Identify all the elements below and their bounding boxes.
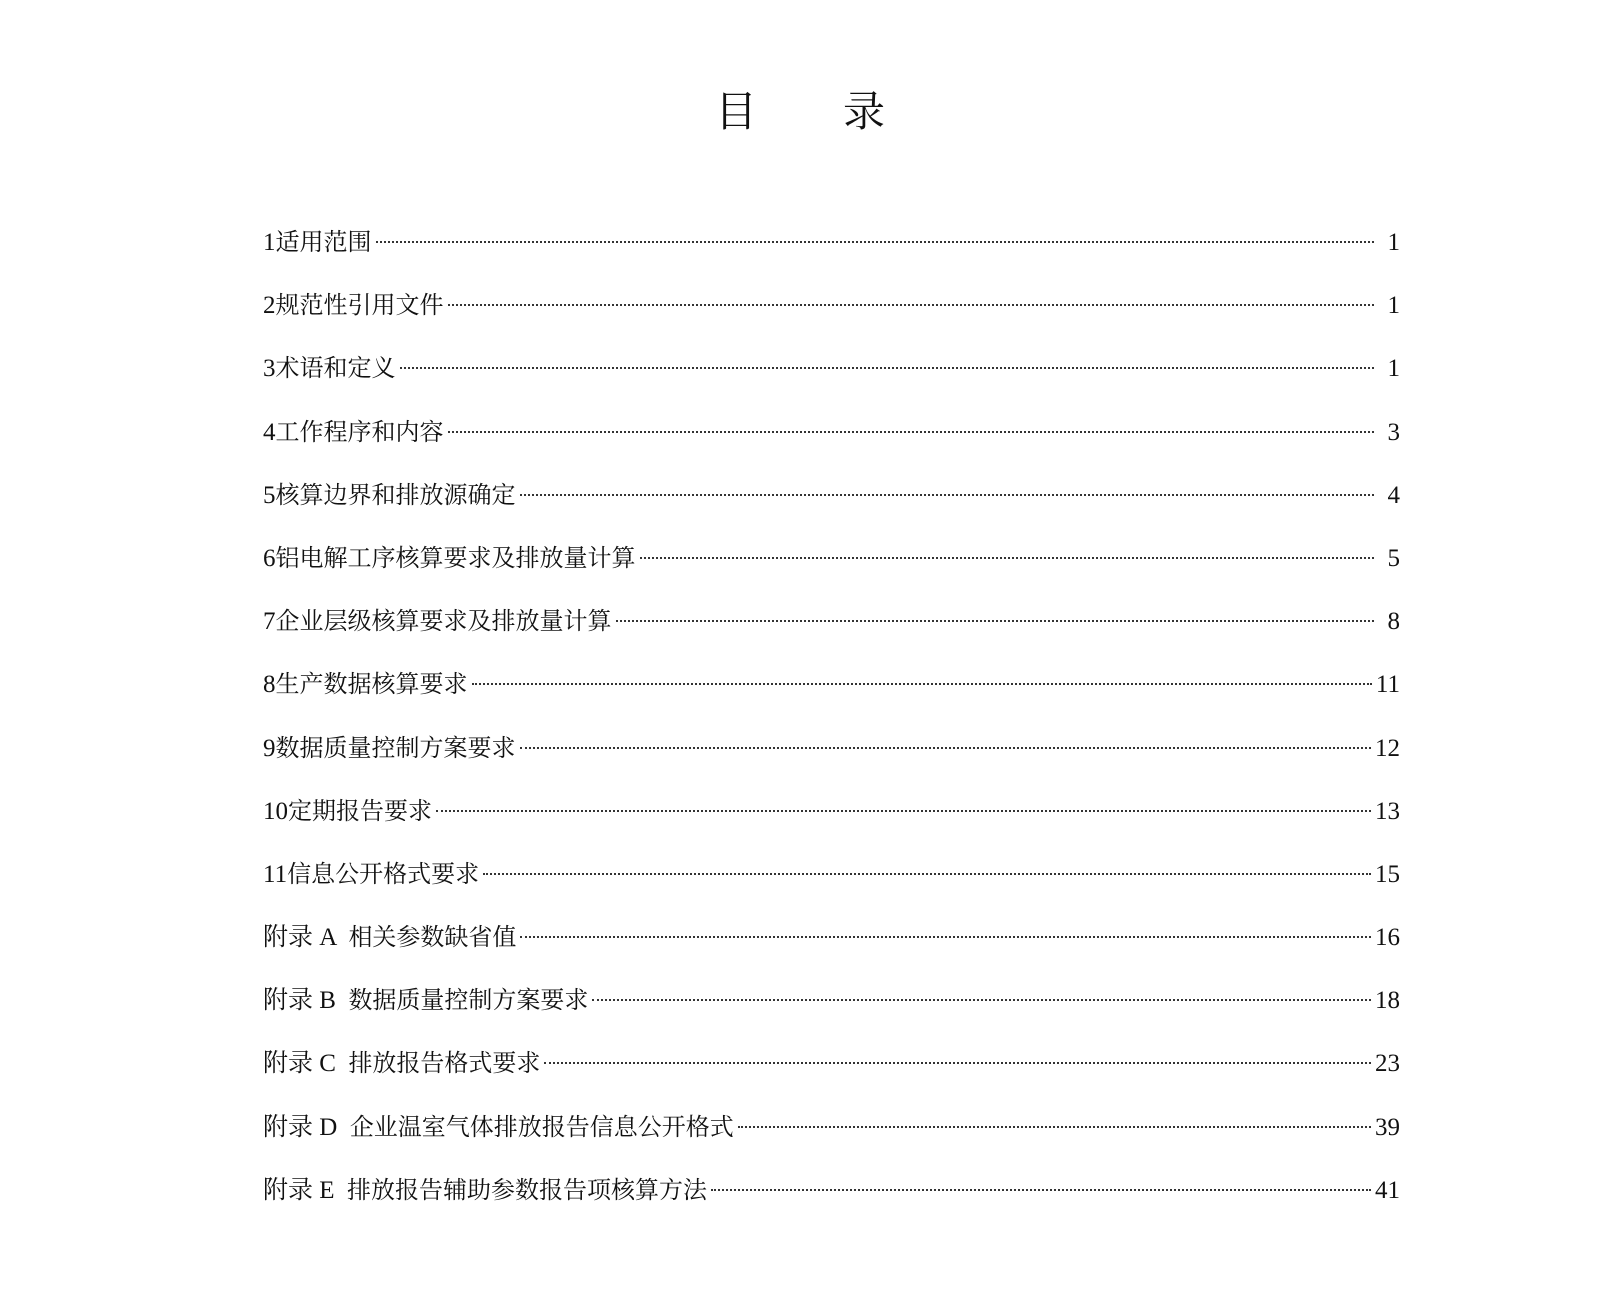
toc-entry-label: 规范性引用文件 (275, 291, 444, 320)
toc-entry-number: 6 (263, 544, 276, 572)
toc-entry-page: 13 (1375, 797, 1400, 825)
toc-entry-page: 1 (1387, 292, 1400, 320)
toc-entry-number: 7 (263, 608, 276, 636)
dot-leader (520, 747, 1372, 749)
dot-leader (400, 367, 1375, 369)
toc-entry-label: 术语和定义 (275, 354, 396, 383)
toc-entry-3[interactable] (263, 344, 1400, 407)
toc-entry-page: 4 (1387, 481, 1400, 509)
toc-entry-page: 16 (1375, 924, 1400, 952)
dot-leader (592, 999, 1371, 1001)
toc-entry-10[interactable] (263, 787, 1400, 850)
toc-entry-label: 企业层级核算要求及排放量计算 (275, 607, 612, 636)
toc-entry-label: 排放报告辅助参数报告项核算方法 (347, 1175, 708, 1204)
dot-leader (520, 494, 1375, 496)
dot-leader (448, 304, 1375, 306)
toc-entry-label: 数据质量控制方案要求 (348, 986, 589, 1015)
dot-leader (448, 431, 1375, 433)
toc-entry-label: 数据质量控制方案要求 (275, 733, 516, 762)
toc-entry-number: 附录 E (263, 1176, 348, 1204)
toc-entry-page: 12 (1375, 734, 1400, 762)
toc-entry-number: 附录 C (263, 1050, 349, 1078)
toc-appendix-d[interactable] (263, 1103, 1400, 1166)
toc-entry-page: 39 (1375, 1113, 1400, 1141)
toc-entry-1[interactable] (263, 218, 1400, 281)
title-char-2: 录 (843, 87, 886, 136)
toc-entry-number: 9 (263, 734, 276, 762)
toc-entry-number: 1 (263, 229, 276, 256)
toc-entry-label: 工作程序和内容 (275, 417, 444, 446)
toc-entry-8[interactable] (263, 660, 1400, 723)
title-char-1: 目 (714, 87, 757, 136)
dot-leader (436, 810, 1371, 812)
toc-entry-number: 2 (263, 292, 276, 320)
toc-entry-number: 3 (263, 355, 276, 383)
toc-appendix-c[interactable] (263, 1039, 1400, 1102)
dot-leader (472, 683, 1372, 685)
toc-entry-label: 核算边界和排放源确定 (275, 480, 516, 509)
toc-entry-page: 15 (1375, 860, 1400, 888)
toc-entry-label: 定期报告要求 (288, 796, 432, 825)
toc-entry-page: 18 (1375, 987, 1400, 1015)
toc-entry-label: 铝电解工序核算要求及排放量计算 (275, 543, 636, 572)
toc-entry-page: 11 (1375, 671, 1400, 699)
toc-entry-label: 企业温室气体排放报告信息公开格式 (349, 1112, 734, 1141)
toc-entry-page: 8 (1387, 608, 1400, 636)
toc-appendix-a[interactable] (263, 913, 1400, 976)
toc-entry-4[interactable] (263, 408, 1400, 471)
toc-entry-page: 1 (1387, 355, 1400, 383)
dot-leader (483, 873, 1371, 875)
dot-leader (544, 1062, 1371, 1064)
toc-entry-11[interactable] (263, 850, 1400, 913)
toc-entry-number: 4 (263, 418, 276, 446)
toc-entry-label: 生产数据核算要求 (275, 670, 468, 699)
toc-entry-6[interactable] (263, 534, 1400, 597)
dot-leader (640, 557, 1375, 559)
toc-entry-page: 3 (1387, 418, 1400, 446)
toc-entry-page: 5 (1387, 544, 1400, 572)
toc-entry-number: 附录 D (263, 1113, 350, 1141)
dot-leader (376, 241, 1375, 243)
dot-leader (738, 1126, 1371, 1128)
table-of-contents (263, 218, 1400, 1229)
toc-entry-label: 相关参数缺省值 (348, 923, 517, 952)
toc-appendix-b[interactable] (263, 976, 1400, 1039)
toc-entry-page: 23 (1375, 1050, 1400, 1078)
toc-entry-page: 1 (1387, 229, 1400, 256)
toc-entry-page: 41 (1375, 1176, 1400, 1204)
toc-entry-number: 附录 B (263, 987, 349, 1015)
toc-entry-5[interactable] (263, 471, 1400, 534)
toc-entry-number: 5 (263, 481, 276, 509)
toc-entry-label: 排放报告格式要求 (348, 1049, 541, 1078)
toc-entry-7[interactable] (263, 597, 1400, 660)
dot-leader (711, 1189, 1371, 1191)
page-title (0, 82, 1600, 142)
toc-appendix-e[interactable] (263, 1166, 1400, 1229)
toc-entry-label: 适用范围 (275, 228, 372, 256)
toc-entry-number: 8 (263, 671, 276, 699)
toc-entry-number: 10 (263, 797, 288, 825)
toc-entry-label: 信息公开格式要求 (287, 859, 480, 888)
toc-entry-number: 11 (263, 860, 288, 888)
dot-leader (520, 936, 1371, 938)
toc-entry-number: 附录 A (263, 924, 349, 952)
toc-entry-2[interactable] (263, 281, 1400, 344)
toc-entry-9[interactable] (263, 724, 1400, 787)
dot-leader (616, 620, 1375, 622)
